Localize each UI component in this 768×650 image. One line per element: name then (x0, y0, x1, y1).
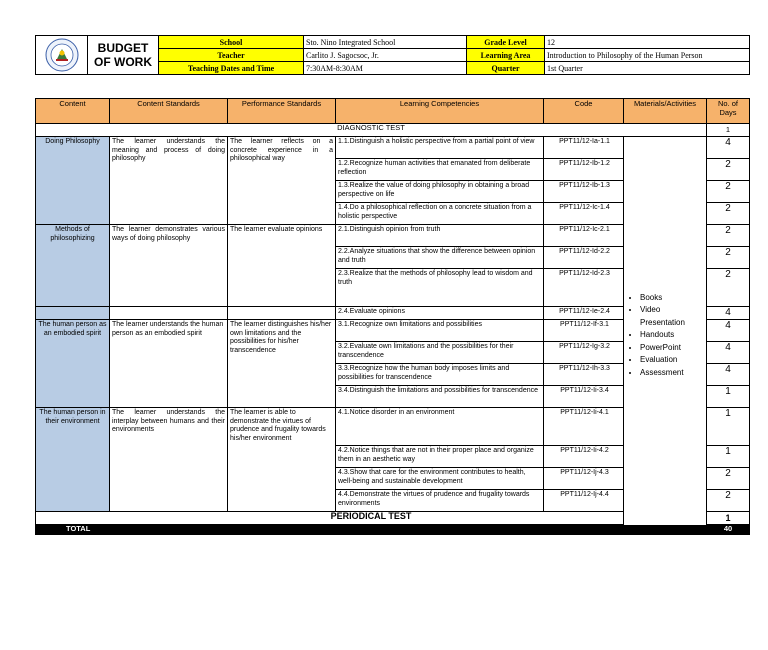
performance-cell: The learner evaluate opinions (228, 225, 336, 307)
diagnostic-days: 1 (707, 124, 750, 137)
competency-cell: 4.4.Demonstrate the virtues of prudence and frugality towards environments (336, 490, 544, 512)
content-cell-blank (36, 307, 110, 320)
list-item: • Video Presentation (640, 304, 704, 329)
code-cell: PPT11/12-Ib-1.3 (544, 181, 624, 203)
area-value: Introduction to Philosophy of the Human Person (545, 49, 750, 62)
days-cell: 1 (707, 408, 750, 446)
total-days: 40 (707, 525, 750, 535)
content-cell: Methods of philosophizing (36, 225, 110, 307)
content-cell: The human person in their environment (36, 408, 110, 512)
days-cell: 4 (707, 137, 750, 159)
materials-list (626, 292, 704, 380)
col-learning-competencies: Learning Competencies (336, 99, 544, 124)
competency-cell: 4.3.Show that care for the environment contributes to health, well-being and sustainable development (336, 468, 544, 490)
code-cell: PPT11/12-Ic-1.4 (544, 203, 624, 225)
code-cell: PPT11/12-Ib-1.2 (544, 159, 624, 181)
standard-cell: The learner understands the interplay between humans and their environments (110, 408, 228, 512)
standard-cell: The learner demonstrates various ways of doing philosophy (110, 225, 228, 307)
deped-seal (36, 36, 88, 75)
list-item: • Books (640, 292, 704, 305)
competency-cell: 2.1.Distinguish opinion from truth (336, 225, 544, 247)
dates-value: 7:30AM-8:30AM (304, 62, 467, 75)
list-item: • Assessment (640, 367, 704, 380)
days-cell: 4 (707, 342, 750, 364)
days-cell: 1 (707, 386, 750, 408)
days-cell: 2 (707, 203, 750, 225)
code-cell: PPT11/12-Id-2.2 (544, 247, 624, 269)
days-cell: 2 (707, 247, 750, 269)
days-cell: 4 (707, 307, 750, 320)
code-cell: PPT11/12-Ij-4.4 (544, 490, 624, 512)
seal-icon (45, 38, 79, 72)
days-cell: 1 (707, 446, 750, 468)
standard-cell: The learner understands the meaning and process of doing philosophy (110, 137, 228, 225)
code-cell: PPT11/12-Ii-4.2 (544, 446, 624, 468)
col-materials: Materials/Activities (624, 99, 707, 124)
standard-cell-blank (110, 307, 228, 320)
header-table (35, 35, 750, 75)
periodical-days: 1 (707, 512, 750, 525)
competency-cell: 4.1.Notice disorder in an environment (336, 408, 544, 446)
competency-cell: 3.1.Recognize own limitations and possibilities (336, 320, 544, 342)
diagnostic-label: DIAGNOSTIC TEST (36, 124, 707, 137)
competency-cell: 1.2.Recognize human activities that emanated from deliberate reflection (336, 159, 544, 181)
budget-title: BUDGET OF WORK (88, 36, 159, 75)
code-cell: PPT11/12-If-3.1 (544, 320, 624, 342)
code-cell: PPT11/12-Ii-4.1 (544, 408, 624, 446)
code-cell: PPT11/12-Ih-3.3 (544, 364, 624, 386)
col-content: Content (36, 99, 110, 124)
days-cell: 2 (707, 181, 750, 203)
performance-cell-blank (228, 307, 336, 320)
competency-cell: 3.2.Evaluate own limitations and the possibilities for their transcendence (336, 342, 544, 364)
materials-cell (624, 137, 707, 535)
competency-cell: 2.3.Realize that the methods of philosophy lead to wisdom and truth (336, 269, 544, 307)
col-code: Code (544, 99, 624, 124)
budget-table (35, 98, 750, 535)
code-cell: PPT11/12-Ie-2.4 (544, 307, 624, 320)
diagnostic-row (36, 124, 750, 137)
performance-cell: The learner reflects on a concrete experience in a philosophical way (228, 137, 336, 225)
performance-cell: The learner is able to demonstrate the virtues of prudence and frugality towards his/her environment (228, 408, 336, 512)
days-cell: 2 (707, 269, 750, 307)
code-cell: PPT11/12-Ic-2.1 (544, 225, 624, 247)
table-row (36, 137, 750, 159)
code-cell: PPT11/12-Ia-1.1 (544, 137, 624, 159)
quarter-label: Quarter (467, 62, 545, 75)
periodical-row (36, 512, 750, 525)
list-item: • Handouts (640, 329, 704, 342)
periodical-label: PERIODICAL TEST (36, 512, 707, 525)
competency-cell: 3.4.Distinguish the limitations and possibilities for transcendence (336, 386, 544, 408)
code-cell: PPT11/12-Ij-4.3 (544, 468, 624, 490)
school-label: School (159, 36, 304, 49)
dates-label: Teaching Dates and Time (159, 62, 304, 75)
col-performance-standards: Performance Standards (228, 99, 336, 124)
code-cell: PPT11/12-Ig-3.2 (544, 342, 624, 364)
standard-cell: The learner understands the human person as an embodied spirit (110, 320, 228, 408)
days-cell: 2 (707, 490, 750, 512)
col-days: No. of Days (707, 99, 750, 124)
performance-cell: The learner distinguishes his/her own limitations and the possibilities for his/her transcendence (228, 320, 336, 408)
quarter-value: 1st Quarter (545, 62, 750, 75)
col-content-standards: Content Standards (110, 99, 228, 124)
school-value: Sto. Nino Integrated School (304, 36, 467, 49)
days-cell: 2 (707, 468, 750, 490)
competency-cell: 1.4.Do a philosophical reflection on a concrete situation from a holistic perspective (336, 203, 544, 225)
competency-cell: 4.2.Notice things that are not in their proper place and organize them in an aesthetic way (336, 446, 544, 468)
area-label: Learning Area (467, 49, 545, 62)
teacher-value: Carlito J. Sagocsoc, Jr. (304, 49, 467, 62)
grade-label: Grade Level (467, 36, 545, 49)
competency-cell: 1.1.Distinguish a holistic perspective from a partial point of view (336, 137, 544, 159)
content-cell: Doing Philosophy (36, 137, 110, 225)
list-item: • PowerPoint (640, 342, 704, 355)
list-item: • Evaluation (640, 354, 704, 367)
content-cell: The human person as an embodied spirit (36, 320, 110, 408)
code-cell: PPT11/12-Ii-3.4 (544, 386, 624, 408)
days-cell: 2 (707, 159, 750, 181)
grade-value: 12 (545, 36, 750, 49)
total-label: TOTAL (36, 525, 707, 535)
competency-cell: 1.3.Realize the value of doing philosophy in obtaining a broad perspective on life (336, 181, 544, 203)
competency-cell: 2.2.Analyze situations that show the difference between opinion and truth (336, 247, 544, 269)
competency-cell: 3.3.Recognize how the human body imposes limits and possibilities for transcendence (336, 364, 544, 386)
competency-cell: 2.4.Evaluate opinions (336, 307, 544, 320)
total-row (36, 525, 750, 535)
teacher-label: Teacher (159, 49, 304, 62)
code-cell: PPT11/12-Id-2.3 (544, 269, 624, 307)
days-cell: 4 (707, 364, 750, 386)
days-cell: 4 (707, 320, 750, 342)
days-cell: 2 (707, 225, 750, 247)
